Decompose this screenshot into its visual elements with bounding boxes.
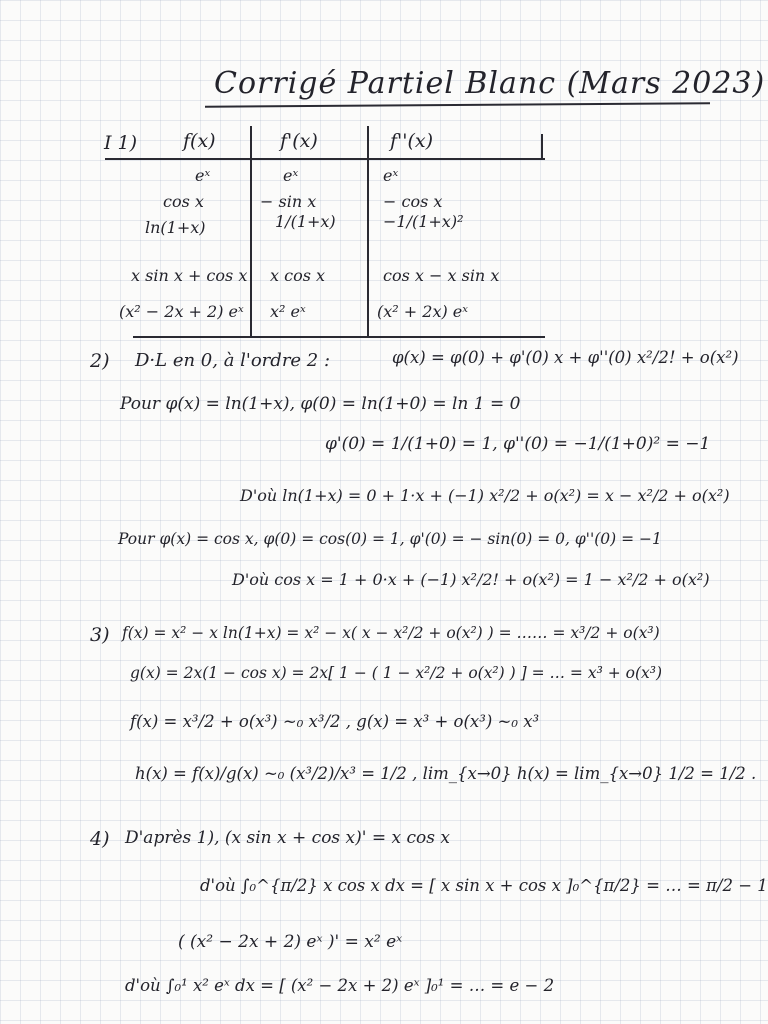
page-title: Corrigé Partiel Blanc (Mars 2023) [214, 66, 766, 101]
table-divider-2 [367, 126, 369, 338]
section-3-limit: h(x) = f(x)/g(x) ~₀ (x³/2)/x³ = 1/2 , lim_{x→0} h(x) = lim_{x→0} 1/2 = 1/2 . [135, 764, 757, 783]
section-4-primitive-2: ( (x² − 2x + 2) eˣ )' = x² eˣ [178, 932, 403, 952]
table-divider-3 [541, 134, 543, 158]
table-cell: − sin x [260, 192, 317, 211]
section-4-primitive-1: D'après 1), (x sin x + cos x)' = x cos x [125, 828, 450, 848]
table-cell: eˣ [195, 166, 211, 185]
section-2-intro: D·L en 0, à l'ordre 2 : [135, 350, 331, 371]
section-3-f-expansion: f(x) = x² − x ln(1+x) = x² − x( x − x²/2 + o(x²) ) = …… = x³/2 + o(x³) [122, 624, 660, 642]
table-cell: eˣ [383, 166, 399, 185]
section-4-integral-1: d'où ∫₀^{π/2} x cos x dx = [ x sin x + cos x ]₀^{π/2} = … = π/2 − 1 [200, 876, 768, 895]
section-2-taylor-formula: φ(x) = φ(0) + φ'(0) x + φ''(0) x²/2! + o(x²) [392, 348, 739, 367]
section-2-ln-setup: Pour φ(x) = ln(1+x), φ(0) = ln(1+0) = ln 1 = 0 [120, 394, 521, 414]
table-bottom-rule [133, 336, 545, 338]
table-cell: (x² + 2x) eˣ [377, 302, 468, 321]
section-2-ln-derivatives: φ'(0) = 1/(1+0) = 1, φ''(0) = −1/(1+0)² = −1 [325, 434, 711, 454]
table-cell: cos x − x sin x [383, 266, 500, 285]
table-cell: 1/(1+x) [275, 212, 336, 231]
table-header-f-prime: f'(x) [280, 130, 318, 152]
section-3-label: 3) [90, 624, 110, 646]
derivatives-table [105, 126, 545, 342]
table-header-rule [105, 158, 545, 160]
section-3-equivalents: f(x) = x³/2 + o(x³) ~₀ x³/2 , g(x) = x³ + o(x³) ~₀ x³ [130, 712, 540, 731]
section-1-label: I 1) [104, 132, 138, 154]
table-cell: (x² − 2x + 2) eˣ [119, 302, 244, 321]
section-3-g-expansion: g(x) = 2x(1 − cos x) = 2x[ 1 − ( 1 − x²/2 + o(x²) ) ] = … = x³ + o(x³) [130, 664, 663, 682]
table-cell: x sin x + cos x [131, 266, 248, 285]
section-4-integral-2: d'où ∫₀¹ x² eˣ dx = [ (x² − 2x + 2) eˣ ]₀¹ = … = e − 2 [125, 976, 555, 995]
table-cell: x² eˣ [270, 302, 306, 321]
section-2-ln-result: D'où ln(1+x) = 0 + 1·x + (−1) x²/2 + o(x²) = x − x²/2 + o(x²) [240, 486, 730, 505]
section-2-label: 2) [90, 350, 110, 372]
table-cell: x cos x [270, 266, 326, 285]
table-cell: ln(1+x) [145, 218, 206, 237]
table-cell: eˣ [283, 166, 299, 185]
title-underline [205, 102, 710, 108]
table-cell: cos x [163, 192, 204, 211]
table-header-f-second: f''(x) [390, 130, 434, 152]
table-header-f: f(x) [183, 130, 216, 152]
section-2-cos-result: D'où cos x = 1 + 0·x + (−1) x²/2! + o(x²) = 1 − x²/2 + o(x²) [232, 570, 710, 589]
table-cell: − cos x [383, 192, 443, 211]
table-divider-1 [250, 126, 252, 338]
table-cell: −1/(1+x)² [383, 212, 464, 231]
section-4-label: 4) [90, 828, 110, 850]
section-2-cos-setup: Pour φ(x) = cos x, φ(0) = cos(0) = 1, φ'(0) = − sin(0) = 0, φ''(0) = −1 [118, 530, 662, 548]
